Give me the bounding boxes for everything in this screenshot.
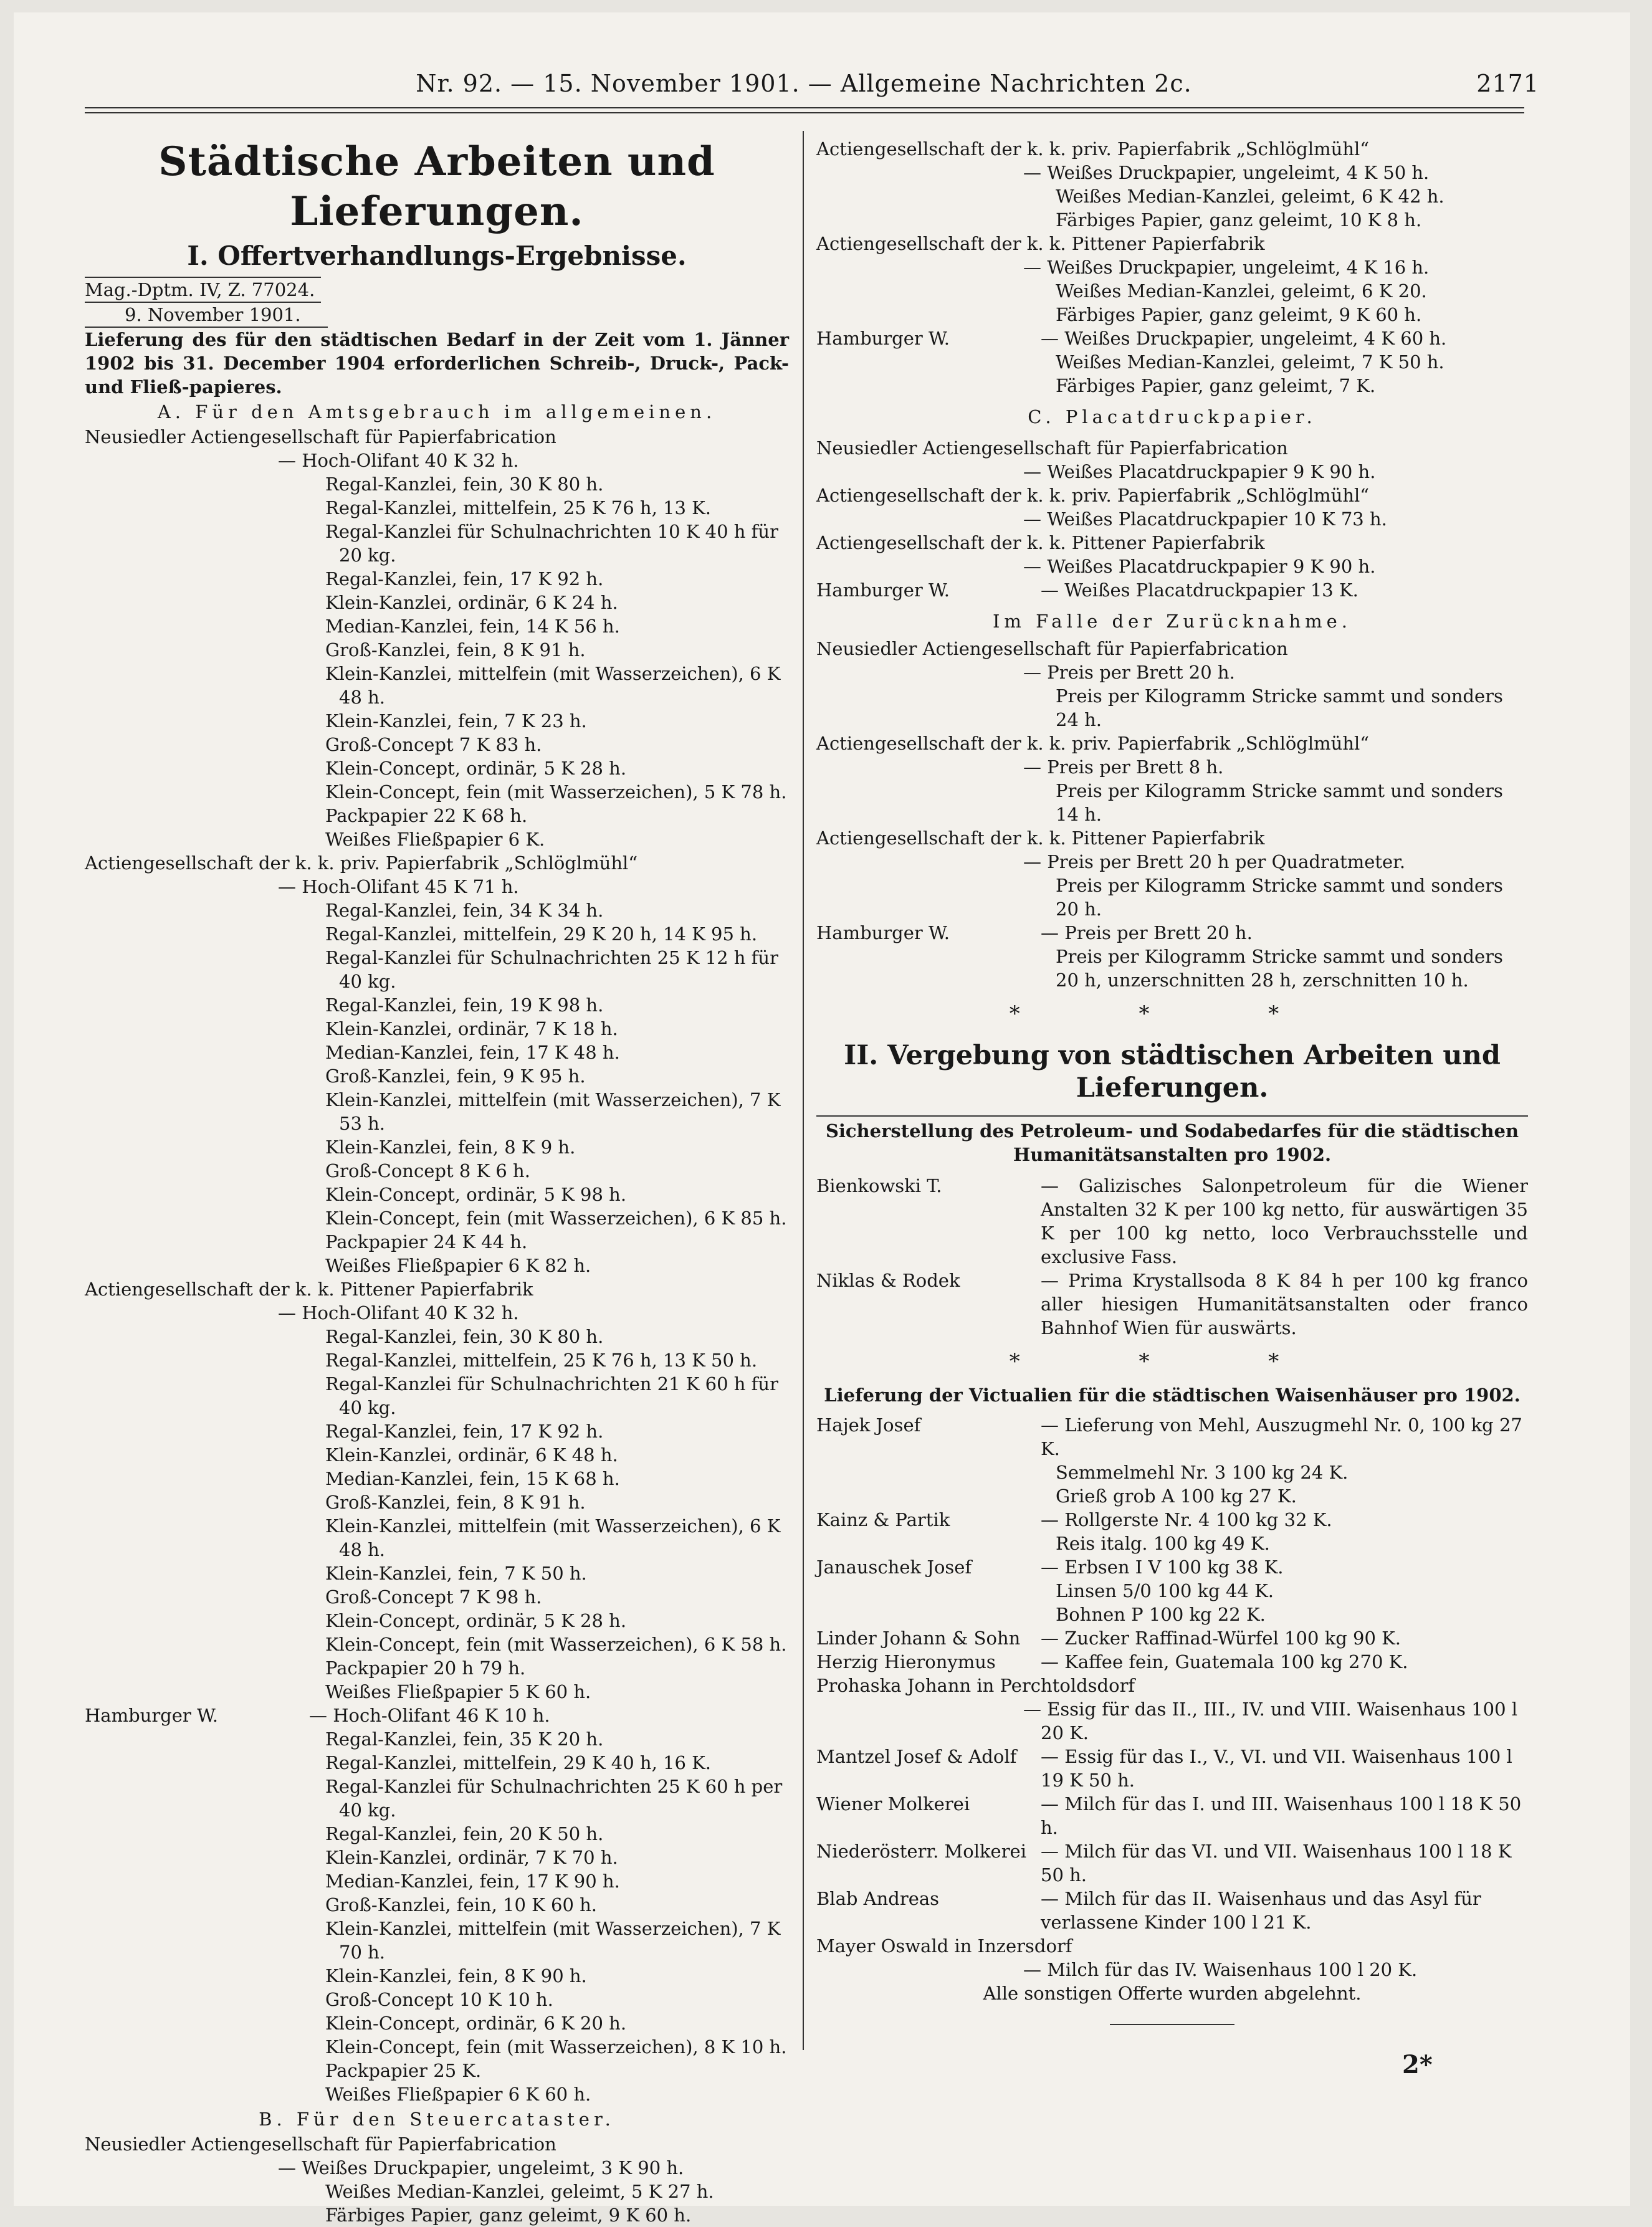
section-title: Städtische Arbeiten und Lieferungen. xyxy=(158,138,715,235)
offer-line: Regal-Kanzlei, mittelfein, 29 K 40 h, 16 K. xyxy=(325,1752,712,1773)
left-column xyxy=(85,137,789,2227)
bidder-block xyxy=(816,436,1528,484)
bidder-name: Actiengesellschaft der k. k. Pittener Papierfabrik xyxy=(85,1279,533,1300)
bidder-name: Mantzel Josef & Adolf xyxy=(816,1746,1017,1767)
bidder-name: Hajek Josef xyxy=(816,1414,921,1436)
offer-line: Preis per Kilogramm Stricke sammt und sonders 24 h. xyxy=(1056,685,1503,730)
offer-line: Weißes Median-Kanzlei, geleimt, 6 K 42 h. xyxy=(1056,186,1444,207)
offer-line: — Milch für das VI. und VII. Waisenhaus 100 l 18 K 50 h. xyxy=(1041,1841,1512,1886)
bidder-block xyxy=(816,578,1528,602)
bidder-name: Hamburger W. xyxy=(816,328,950,349)
offer-list xyxy=(85,472,789,851)
offer-line: Groß-Concept 7 K 98 h. xyxy=(325,1586,542,1608)
offer-line: Regal-Kanzlei, fein, 20 K 50 h. xyxy=(325,1823,604,1844)
offer-line: — Rollgerste Nr. 4 100 kg 32 K. xyxy=(1041,1509,1332,1530)
offer-line: — Prima Krystallsoda 8 K 84 h per 100 kg franco aller hiesigen Humanitätsanstalten oder franco Bahnhof Wien für auswärts. xyxy=(1041,1270,1528,1338)
section-subtitle: I. Offertverhandlungs-Ergebnisse. xyxy=(187,241,687,271)
bidder-name: Actiengesellschaft der k. k. priv. Papierfabrik „Schlöglmühl“ xyxy=(816,138,1370,160)
offer-line: Median-Kanzlei, fein, 17 K 48 h. xyxy=(325,1042,620,1063)
bidder-block xyxy=(85,2132,789,2227)
section-separator: * * * xyxy=(1009,1349,1335,1374)
offer-line: Klein-Kanzlei, ordinär, 6 K 48 h. xyxy=(325,1444,618,1466)
section-b-heading: B. Für den Steuercataster. xyxy=(259,2109,615,2130)
offer-line: — Weißes Druckpapier, ungeleimt, 4 K 16 h. xyxy=(1023,257,1430,278)
offer-line: Groß-Kanzlei, fein, 8 K 91 h. xyxy=(325,639,586,660)
offer-line: Klein-Concept, fein (mit Wasserzeichen), 6 K 58 h. xyxy=(325,1634,787,1655)
offer-line: Packpapier 20 h 79 h. xyxy=(325,1657,526,1679)
bidder-block xyxy=(85,1277,789,1704)
offer-line: — Weißes Druckpapier, ungeleimt, 4 K 60 h. xyxy=(1041,328,1447,349)
offer-line: Regal-Kanzlei, fein, 17 K 92 h. xyxy=(325,568,604,589)
bidder-block xyxy=(816,1508,1528,1555)
offer-line: — Hoch-Olifant 40 K 32 h. xyxy=(278,450,519,471)
offer-line: Weißes Median-Kanzlei, geleimt, 7 K 50 h. xyxy=(1056,351,1444,373)
offer-line: Median-Kanzlei, fein, 17 K 90 h. xyxy=(325,1871,620,1892)
bidder-block xyxy=(816,732,1528,826)
offer-line: Klein-Kanzlei, mittelfein (mit Wasserzeichen), 6 K 48 h. xyxy=(325,1515,781,1560)
offer-line: — Milch für das I. und III. Waisenhaus 100 l 18 K 50 h. xyxy=(1041,1793,1522,1838)
bidder-name: Hamburger W. xyxy=(85,1705,218,1726)
bidder-name: Actiengesellschaft der k. k. Pittener Papierfabrik xyxy=(816,233,1265,254)
offer-line: Regal-Kanzlei, mittelfein, 25 K 76 h, 13 K. xyxy=(325,497,712,518)
offer-line: Groß-Concept 10 K 10 h. xyxy=(325,1989,553,2010)
offer-line: — Weißes Placatdruckpapier 9 K 90 h. xyxy=(1023,556,1376,577)
offer-line: Klein-Concept, ordinär, 5 K 98 h. xyxy=(325,1184,627,1205)
offer-line: Regal-Kanzlei, fein, 34 K 34 h. xyxy=(325,900,604,921)
bidder-name: Niederösterr. Molkerei xyxy=(816,1841,1026,1862)
offer-line: Klein-Kanzlei, fein, 8 K 9 h. xyxy=(325,1137,576,1158)
bidder-name: Kainz & Partik xyxy=(816,1509,950,1530)
offer-line: Färbiges Papier, ganz geleimt, 9 K 60 h. xyxy=(1056,304,1422,325)
offer-line: Packpapier 22 K 68 h. xyxy=(325,805,528,826)
offer-line: Linsen 5/0 100 kg 44 K. xyxy=(1056,1580,1274,1601)
offer-line: Groß-Concept 8 K 6 h. xyxy=(325,1160,530,1181)
offer-line: Preis per Kilogramm Stricke sammt und sonders 20 h, unzerschnitten 28 h, zerschnitten 10 h. xyxy=(1056,946,1503,991)
offer-line: Klein-Kanzlei, ordinär, 7 K 70 h. xyxy=(325,1847,618,1868)
offer-line: Regal-Kanzlei, mittelfein, 25 K 76 h, 13 K 50 h. xyxy=(325,1350,758,1371)
bidder-name: Bienkowski T. xyxy=(816,1175,942,1196)
offer-line: Weißes Fließpapier 6 K 60 h. xyxy=(325,2084,591,2105)
bidder-block xyxy=(816,1934,1528,1981)
bidder-block xyxy=(816,232,1528,327)
offer-list xyxy=(85,2180,789,2227)
header-rule xyxy=(85,107,1524,113)
bidder-block xyxy=(816,327,1528,398)
offer-line: Färbiges Papier, ganz geleimt, 10 K 8 h. xyxy=(1056,209,1422,231)
offer-line: Weißes Fließpapier 6 K 82 h. xyxy=(325,1255,591,1276)
bidder-name: Hamburger W. xyxy=(816,922,950,943)
bidder-name: Niklas & Rodek xyxy=(816,1270,960,1291)
offer-line: — Weißes Placatdruckpapier 13 K. xyxy=(1041,579,1358,601)
offer-line: — Erbsen I V 100 kg 38 K. xyxy=(1041,1557,1284,1578)
offer-line: Regal-Kanzlei für Schulnachrichten 21 K 60 h für 40 kg. xyxy=(325,1373,778,1418)
offer-line: Klein-Kanzlei, mittelfein (mit Wasserzeichen), 7 K 53 h. xyxy=(325,1089,781,1134)
offer-line: — Kaffee fein, Guatemala 100 kg 270 K. xyxy=(1041,1651,1408,1672)
offer-line: Groß-Kanzlei, fein, 8 K 91 h. xyxy=(325,1492,586,1513)
bidder-block xyxy=(85,1704,789,2106)
tender-subject: Sicherstellung des Petroleum- und Sodabedarfes für die städtischen Humanitätsanstalten pro 1902. xyxy=(816,1115,1528,1166)
bidder-block xyxy=(816,1792,1528,1839)
offer-line: Klein-Kanzlei, ordinär, 7 K 18 h. xyxy=(325,1018,618,1039)
offer-line: — Weißes Placatdruckpapier 9 K 90 h. xyxy=(1023,461,1376,482)
offer-line: Färbiges Papier, ganz geleimt, 9 K 60 h. xyxy=(325,2205,692,2226)
offer-line: — Weißes Druckpapier, ungeleimt, 4 K 50 h. xyxy=(1023,162,1430,183)
bidder-name: Actiengesellschaft der k. k. Pittener Papierfabrik xyxy=(816,532,1265,553)
bidder-block xyxy=(816,1887,1528,1934)
offer-line: — Zucker Raffinad-Würfel 100 kg 90 K. xyxy=(1041,1628,1401,1649)
offer-line: Regal-Kanzlei, fein, 30 K 80 h. xyxy=(325,1326,604,1347)
right-column xyxy=(816,137,1528,2025)
page-number: 2171 xyxy=(1476,70,1539,97)
offer-line: Groß-Kanzlei, fein, 9 K 95 h. xyxy=(325,1066,586,1087)
offer-list xyxy=(85,899,789,1277)
bidder-block xyxy=(816,1674,1528,1745)
running-head xyxy=(69,65,1539,102)
bidder-name: Actiengesellschaft der k. k. priv. Papierfabrik „Schlöglmühl“ xyxy=(85,852,638,874)
bidder-name: Neusiedler Actiengesellschaft für Papierfabrication xyxy=(85,426,556,447)
bidder-block xyxy=(816,1839,1528,1887)
offer-line: Median-Kanzlei, fein, 14 K 56 h. xyxy=(325,616,620,637)
bidder-block xyxy=(816,1626,1528,1650)
bidder-name: Neusiedler Actiengesellschaft für Papierfabrication xyxy=(85,2134,556,2155)
offer-line: Klein-Concept, ordinär, 5 K 28 h. xyxy=(325,1610,627,1631)
offer-line: Grieß grob A 100 kg 27 K. xyxy=(1056,1485,1297,1507)
offer-line: Klein-Kanzlei, fein, 7 K 50 h. xyxy=(325,1563,587,1584)
offer-line: — Preis per Brett 8 h. xyxy=(1023,756,1224,778)
bidder-name: Hamburger W. xyxy=(816,579,950,601)
bidder-block xyxy=(816,484,1528,531)
bidder-name: Actiengesellschaft der k. k. priv. Papierfabrik „Schlöglmühl“ xyxy=(816,733,1370,754)
offer-list xyxy=(309,1704,789,2106)
section-a-heading: A. Für den Amtsgebrauch im allgemeinen. xyxy=(157,401,717,422)
offer-line: — Milch für das II. Waisenhaus und das Asyl für verlassene Kinder 100 l 21 K. xyxy=(1041,1888,1481,1933)
bidder-block xyxy=(85,851,789,1277)
offer-line: Preis per Kilogramm Stricke sammt und sonders 20 h. xyxy=(1056,875,1503,920)
offer-line: — Hoch-Olifant 45 K 71 h. xyxy=(278,876,519,897)
bidder-name: Blab Andreas xyxy=(816,1888,940,1909)
offer-line: Groß-Kanzlei, fein, 10 K 60 h. xyxy=(325,1894,598,1915)
offer-line: Regal-Kanzlei, mittelfein, 29 K 20 h, 14 K 95 h. xyxy=(325,923,758,945)
offer-line: Weißes Fließpapier 6 K. xyxy=(325,829,545,850)
offer-line: Regal-Kanzlei, fein, 30 K 80 h. xyxy=(325,474,604,495)
bidder-block xyxy=(816,1413,1528,1508)
offer-line: Klein-Concept, fein (mit Wasserzeichen), 6 K 85 h. xyxy=(325,1208,787,1229)
offer-line: Klein-Kanzlei, fein, 7 K 23 h. xyxy=(325,710,587,732)
end-rule xyxy=(1110,2024,1234,2025)
bidder-block xyxy=(85,425,789,851)
offer-line: Regal-Kanzlei für Schulnachrichten 10 K 40 h für 20 kg. xyxy=(325,521,778,566)
offer-line: Klein-Kanzlei, fein, 8 K 90 h. xyxy=(325,1965,587,1986)
offer-line: — Lieferung von Mehl, Auszugmehl Nr. 0, 100 kg 27 K. xyxy=(1041,1414,1522,1459)
offer-line: — Hoch-Olifant 40 K 32 h. xyxy=(278,1302,519,1323)
signature-mark: 2* xyxy=(1402,2050,1433,2079)
bidder-block xyxy=(816,137,1528,232)
offer-line: — Milch für das IV. Waisenhaus 100 l 20 K. xyxy=(1023,1959,1418,1980)
tender-subject: Lieferung des für den städtischen Bedarf in der Zeit vom 1. Jänner 1902 bis 31. December 1904 erforderlichen Schreib-, Druck-, Pack- und Fließ-papieres. xyxy=(85,329,789,398)
bidder-name: Prohaska Johann in Perchtoldsdorf xyxy=(816,1675,1135,1696)
offer-line: — Galizisches Salonpetroleum für die Wiener Anstalten 32 K per 100 kg netto, für auswärtigen 35 K per 100 kg netto, loco Verbrauchsstelle und exclusive Fass. xyxy=(1041,1175,1528,1267)
bidder-block xyxy=(816,1745,1528,1792)
notice-date: 9. November 1901. xyxy=(125,304,301,325)
offer-line: Klein-Kanzlei, mittelfein (mit Wasserzeichen), 7 K 70 h. xyxy=(325,1918,781,1963)
offer-line: Median-Kanzlei, fein, 15 K 68 h. xyxy=(325,1468,620,1489)
offer-line: — Weißes Druckpapier, ungeleimt, 3 K 90 h. xyxy=(278,2157,684,2178)
section-title: II. Vergebung von städtischen Arbeiten und Lieferungen. xyxy=(844,1040,1501,1104)
bidder-block xyxy=(816,826,1528,921)
bidder-name: Neusiedler Actiengesellschaft für Papierfabrication xyxy=(816,638,1288,659)
bidder-name: Wiener Molkerei xyxy=(816,1793,970,1815)
bidder-name: Neusiedler Actiengesellschaft für Papierfabrication xyxy=(816,437,1288,459)
offer-line: — Essig für das II., III., IV. und VIII. Waisenhaus 100 l 20 K. xyxy=(1023,1699,1518,1743)
section-c-heading: C. Placatdruckpapier. xyxy=(1028,406,1317,427)
offer-line: Weißes Median-Kanzlei, geleimt, 5 K 27 h. xyxy=(325,2181,714,2202)
offer-line: Packpapier 25 K. xyxy=(325,2060,482,2081)
offer-line: Regal-Kanzlei, fein, 35 K 20 h. xyxy=(325,1729,604,1750)
offer-line: Klein-Concept, ordinär, 5 K 28 h. xyxy=(325,758,627,779)
bidder-block xyxy=(816,637,1528,732)
bidder-name: Mayer Oswald in Inzersdorf xyxy=(816,1935,1072,1957)
offer-line: — Preis per Brett 20 h. xyxy=(1041,922,1253,943)
bidder-block xyxy=(816,531,1528,578)
offer-list xyxy=(85,1325,789,1704)
offer-line: Regal-Kanzlei, fein, 19 K 98 h. xyxy=(325,994,604,1016)
running-head-text: Nr. 92. — 15. November 1901. — Allgemeine Nachrichten 2c. xyxy=(416,70,1192,97)
bidder-block xyxy=(816,1555,1528,1626)
offer-line: Regal-Kanzlei für Schulnachrichten 25 K 12 h für 40 kg. xyxy=(325,947,778,992)
offer-line: — Essig für das I., V., VI. und VII. Waisenhaus 100 l 19 K 50 h. xyxy=(1041,1746,1512,1791)
offer-line: Klein-Kanzlei, mittelfein (mit Wasserzeichen), 6 K 48 h. xyxy=(325,663,781,708)
bidder-name: Linder Johann & Sohn xyxy=(816,1628,1021,1649)
offer-line: Packpapier 24 K 44 h. xyxy=(325,1231,528,1252)
offer-line: Bohnen P 100 kg 22 K. xyxy=(1056,1604,1266,1625)
offer-line: Groß-Concept 7 K 83 h. xyxy=(325,734,542,755)
offer-line: Weißes Fließpapier 5 K 60 h. xyxy=(325,1681,591,1702)
bidder-block xyxy=(816,921,1528,992)
bidder-name: Herzig Hieronymus xyxy=(816,1651,996,1672)
withdrawal-heading: Im Falle der Zurücknahme. xyxy=(992,611,1352,632)
offer-line: Färbiges Papier, ganz geleimt, 7 K. xyxy=(1056,375,1376,396)
bidder-block xyxy=(816,1174,1528,1269)
bidder-name: Actiengesellschaft der k. k. Pittener Papierfabrik xyxy=(816,827,1265,849)
bidder-name: Actiengesellschaft der k. k. priv. Papierfabrik „Schlöglmühl“ xyxy=(816,485,1370,506)
offer-line: — Preis per Brett 20 h per Quadratmeter. xyxy=(1023,851,1406,872)
file-reference: Mag.-Dptm. IV, Z. 77024. xyxy=(85,277,321,303)
offer-line: Regal-Kanzlei, fein, 17 K 92 h. xyxy=(325,1421,604,1442)
offer-line: Klein-Kanzlei, ordinär, 6 K 24 h. xyxy=(325,592,618,613)
offer-line: — Hoch-Olifant 46 K 10 h. xyxy=(309,1705,550,1726)
offer-line: Klein-Concept, fein (mit Wasserzeichen), 8 K 10 h. xyxy=(325,2036,787,2058)
bidder-block xyxy=(816,1650,1528,1674)
tender-subject: Lieferung der Victualien für die städtischen Waisenhäuser pro 1902. xyxy=(824,1385,1521,1406)
bidder-name: Janauschek Josef xyxy=(816,1557,972,1578)
offer-line: Weißes Median-Kanzlei, geleimt, 6 K 20. xyxy=(1056,280,1427,302)
bidder-block xyxy=(816,1269,1528,1340)
offer-line: Regal-Kanzlei für Schulnachrichten 25 K 60 h per 40 kg. xyxy=(325,1776,783,1821)
offer-line: Semmelmehl Nr. 3 100 kg 24 K. xyxy=(1056,1462,1349,1483)
offer-line: — Preis per Brett 20 h. xyxy=(1023,662,1235,683)
offer-line: Klein-Concept, fein (mit Wasserzeichen), 5 K 78 h. xyxy=(325,781,787,803)
section-separator: * * * xyxy=(1009,1001,1335,1026)
offer-line: Reis italg. 100 kg 49 K. xyxy=(1056,1533,1270,1554)
offer-line: — Weißes Placatdruckpapier 10 K 73 h. xyxy=(1023,508,1387,530)
column-divider xyxy=(803,131,804,2050)
closing-note: Alle sonstigen Offerte wurden abgelehnt. xyxy=(983,1983,1362,2004)
offer-line: Klein-Concept, ordinär, 6 K 20 h. xyxy=(325,2013,627,2034)
offer-line: Preis per Kilogramm Stricke sammt und sonders 14 h. xyxy=(1056,780,1503,825)
